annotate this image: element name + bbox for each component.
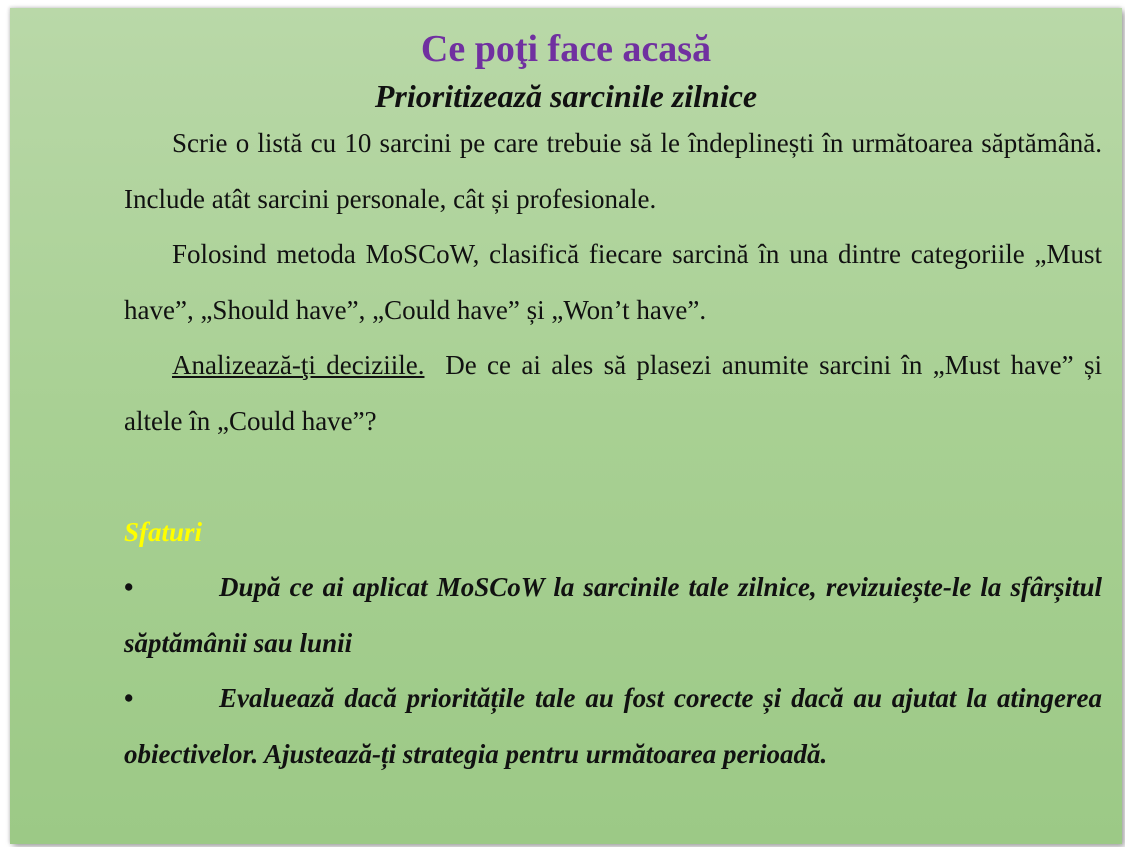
- slide-body: [124, 116, 1109, 782]
- paragraph-task-list: Scrie o listă cu 10 sarcini pe care trebuie să le îndeplinești în următoarea săptămână. Include atât sarcini personale, cât și profesionale.: [124, 128, 1102, 214]
- slide: [10, 8, 1122, 844]
- bullet-icon: •: [124, 683, 134, 713]
- tip-item: [124, 560, 1102, 671]
- analyze-decisions-question: De ce ai ales să plasezi anumite sarcini în „Must have” și altele în „Could have”?: [124, 350, 1109, 436]
- analyze-decisions-underlined: Analizează-ţi deciziile.: [172, 350, 425, 380]
- tip-item: [124, 671, 1102, 782]
- paragraph-moscow-method: Folosind metoda MoSCoW, clasifică fiecare sarcină în una dintre categoriile „Must have”, „Should have”, „Could have” și „Won’t have”.: [124, 239, 1102, 325]
- tip-text: Evaluează dacă prioritățile tale au fost corecte și dacă au ajutat la atingerea obiectivelor. Ajustează-ți strategia pentru următoarea perioadă.: [124, 683, 1102, 769]
- tip-text: După ce ai aplicat MoSCoW la sarcinile tale zilnice, revizuiește-le la sfârșitul săptămânii sau lunii: [124, 572, 1102, 658]
- bullet-icon: •: [124, 572, 134, 602]
- paragraph-analyze-decisions: [124, 338, 1109, 449]
- tips-heading: Sfaturi: [124, 516, 203, 547]
- spacer: [124, 449, 1102, 505]
- slide-title: Ce poţi face acasă: [420, 28, 712, 70]
- slide-subtitle: Prioritizează sarcinile zilnice: [374, 78, 758, 114]
